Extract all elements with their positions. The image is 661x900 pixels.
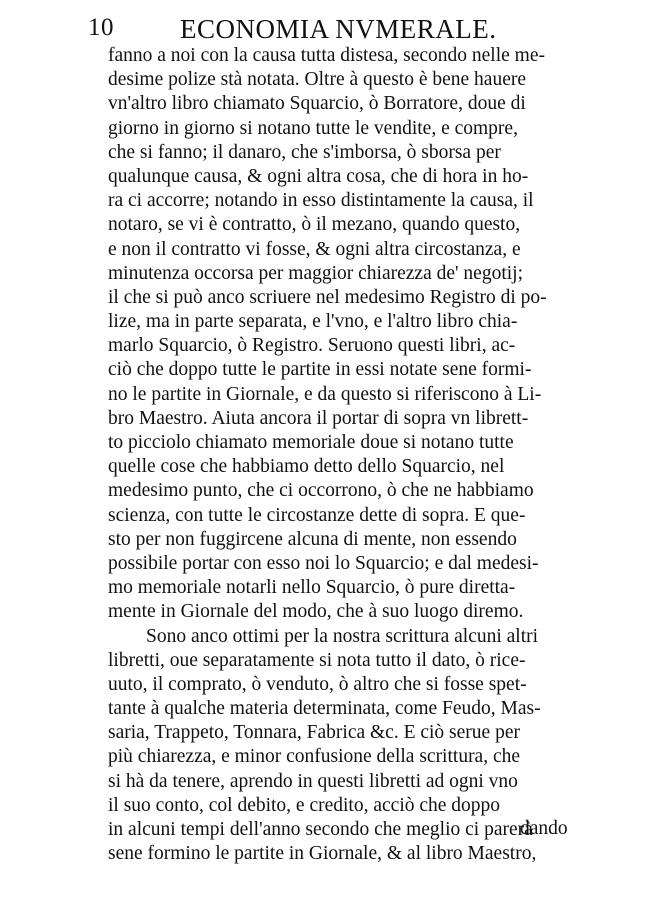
- text-line: il suo conto, col debito, e credito, acciò che doppo: [108, 794, 501, 816]
- text-line: medesimo punto, che ci occorrono, ò che ne habbiamo: [108, 480, 534, 502]
- text-line: ra ci accorre; notando in esso distintamente la causa, il: [108, 190, 534, 212]
- text-line: marlo Squarcio, ò Registro. Seruono questi libri, ac-: [108, 335, 516, 357]
- text-line: minutenza occorsa per maggior chiarezza de' negotij;: [108, 262, 523, 284]
- text-line: giorno in giorno si notano tutte le vendite, e compre,: [108, 117, 518, 139]
- text-line: lize, ma in parte separata, e l'vno, e l'altro libro chia-: [108, 311, 518, 333]
- page-number: 10: [88, 14, 114, 41]
- text-line: desime polize stà notata. Oltre à questo è bene hauere: [108, 69, 526, 91]
- text-line: fanno a noi con la causa tutta distesa, secondo nelle me-: [108, 45, 545, 66]
- text-line: notaro, se vi è contratto, ò il mezano, quando questo,: [108, 214, 521, 236]
- text-line: sto per non fuggircene alcuna di mente, non essendo: [108, 528, 517, 550]
- text-line: no le partite in Giornale, e da questo si riferiscono à Li-: [108, 383, 542, 405]
- text-line: mo memoriale notarli nello Squarcio, ò pure diretta-: [108, 577, 516, 599]
- body-text: [108, 44, 604, 866]
- text-line: saria, Trappeto, Tonnara, Fabrica &c. E ciò serue per: [108, 722, 520, 744]
- text-line: scienza, con tutte le circostanze dette di sopra. E que-: [108, 504, 526, 526]
- paragraph-start-line: Sono anco ottimi per la nostra scrittura alcuni altri: [146, 625, 539, 647]
- text-line: mente in Giornale del modo, che à suo luogo diremo.: [108, 601, 524, 623]
- text-line: qualunque causa, & ogni altra cosa, che di hora in ho-: [108, 165, 529, 187]
- text-line: in alcuni tempi dell'anno secondo che meglio ci parerà: [108, 819, 533, 840]
- text-line: libretti, oue separatamente si nota tutto il dato, ò rice-: [108, 649, 526, 671]
- text-line: uuto, il comprato, ò venduto, ò altro che si fosse spet-: [108, 673, 527, 695]
- text-line: tante à qualche materia determinata, come Feudo, Mas-: [108, 698, 541, 720]
- text-line: più chiarezza, e minor confusione della scrittura, che: [108, 746, 521, 768]
- text-line: quelle cose che habbiamo detto dello Squarcio, nel: [108, 456, 505, 478]
- text-line: che si fanno; il danaro, che s'imborsa, ò sborsa per: [108, 141, 501, 163]
- text-line: possibile portar con esso noi lo Squarcio; e dal medesi-: [108, 552, 539, 574]
- text-line: il che si può anco scriuere nel medesimo Registro di po-: [108, 286, 547, 308]
- catchword: dando: [520, 818, 568, 839]
- text-line: bro Maestro. Aiuta ancora il portar di sopra vn librett-: [108, 407, 529, 429]
- text-line: si hà da tenere, aprendo in questi libretti ad ogni vno: [108, 770, 518, 792]
- text-line: sene formino le partite in Giornale, & al libro Maestro,: [108, 843, 537, 865]
- page-header: [88, 8, 608, 44]
- text-line: vn'altro libro chiamato Squarcio, ò Borratore, doue di: [108, 93, 526, 115]
- text-line: ciò che doppo tutte le partite in essi notate sene formi-: [108, 359, 532, 381]
- running-title: ECONOMIA NVMERALE.: [180, 14, 497, 44]
- text-line: to picciolo chiamato memoriale doue si notano tutte: [108, 432, 514, 453]
- text-line: e non il contratto vi fosse, & ogni altra circostanza, e: [108, 238, 521, 260]
